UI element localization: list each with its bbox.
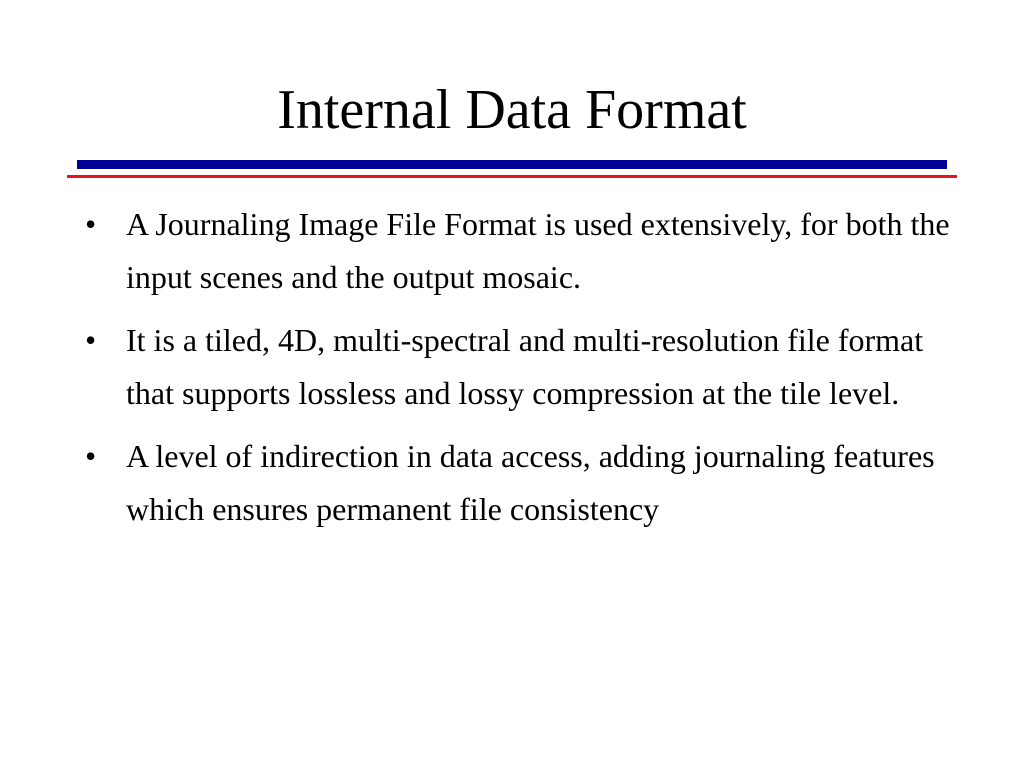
bullet-text: A level of indirection in data access, adding journaling features which ensures permanent file consistency xyxy=(126,438,935,527)
slide-title: Internal Data Format xyxy=(277,79,747,141)
bullet-item xyxy=(85,430,955,536)
bullet-item xyxy=(85,314,955,420)
bullet-text: A Journaling Image File Format is used extensively, for both the input scenes and the output mosaic. xyxy=(126,206,950,295)
bullet-list xyxy=(85,198,955,546)
bullet-text: It is a tiled, 4D, multi-spectral and multi-resolution file format that supports lossless and lossy compression at the tile level. xyxy=(126,322,924,411)
title-rule-red xyxy=(67,175,957,178)
title-rule-blue xyxy=(77,160,947,169)
bullet-item xyxy=(85,198,955,304)
bullet-dot-icon: • xyxy=(85,438,97,474)
bullet-dot-icon: • xyxy=(85,206,97,242)
bullet-dot-icon: • xyxy=(85,322,97,358)
